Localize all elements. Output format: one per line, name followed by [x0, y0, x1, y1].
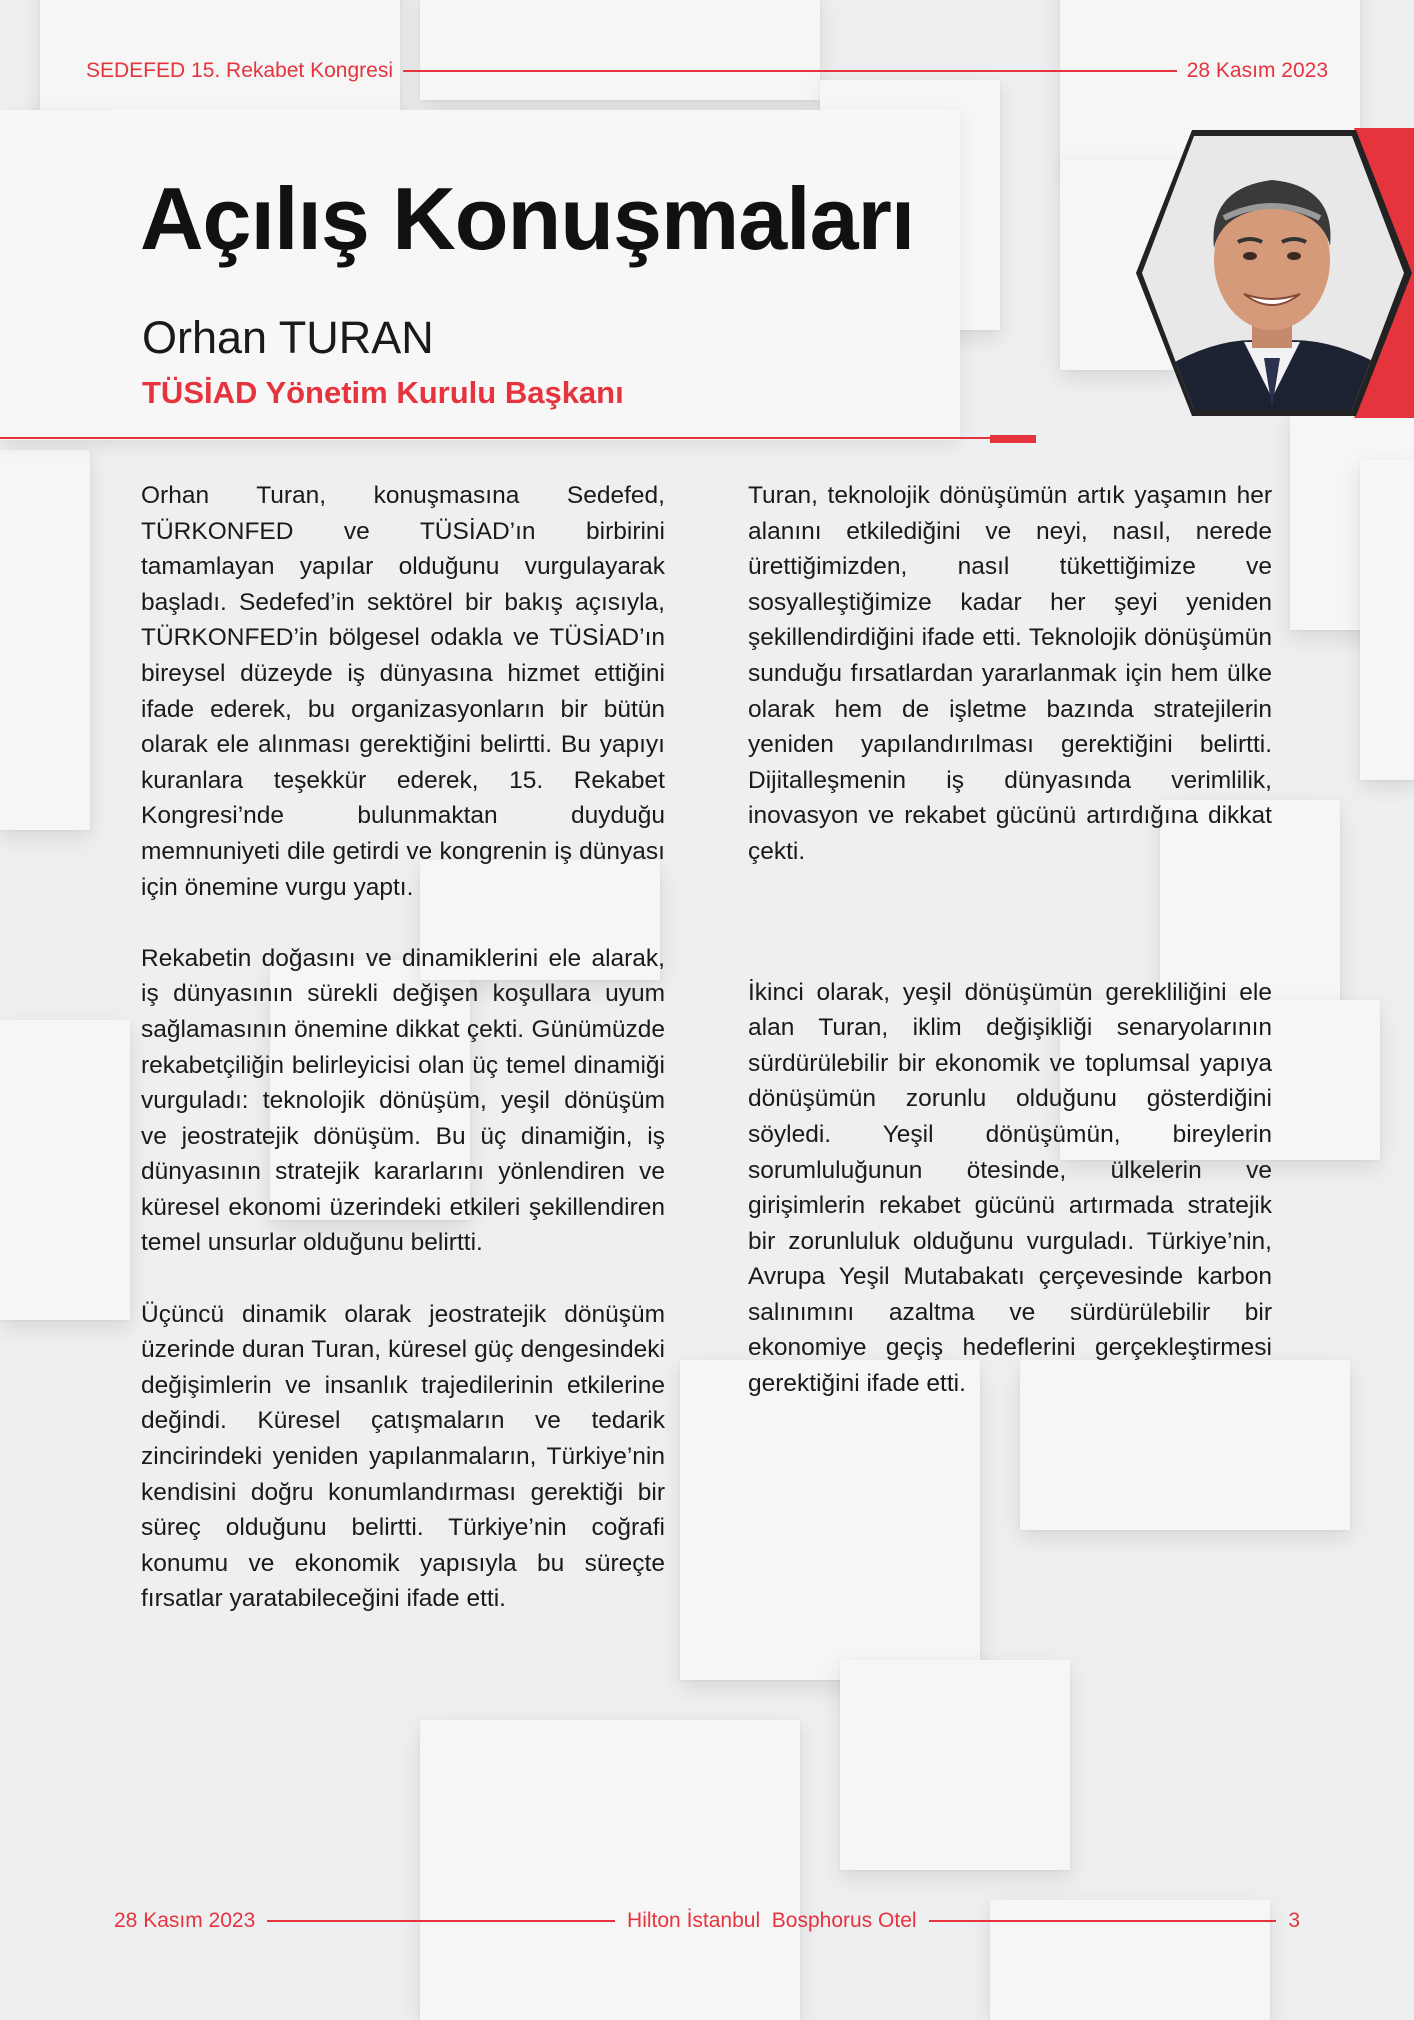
page-number: 3: [1288, 1909, 1301, 1932]
title-divider-accent: [990, 435, 1036, 443]
header-rule: [403, 70, 1177, 72]
speaker-name: Orhan TURAN: [142, 312, 434, 363]
paragraph: Üçüncü dinamik olarak jeostratejik dönüşüm üzerinde duran Turan, küresel güç dengesindeki değişimlerin ve insanlık trajedilerinin etkilerine değindi. Küresel çatışmaların ve tedarik zincirindeki yeniden yapılanmaların, Türkiye’nin kendisini doğru konumlandırması gerektiği bir süreç olduğunu belirtti. Türkiye’nin coğrafi konumu ve ekonomik yapısıyla bu süreçte fırsatlar yaratabileceğini ifade etti.: [141, 1300, 665, 1613]
footer-rule: [929, 1920, 1277, 1922]
header-event: SEDEFED 15. Rekabet Kongresi: [86, 59, 393, 82]
header-date: 28 Kasım 2023: [1186, 59, 1328, 82]
body-column-right: [748, 478, 1272, 1437]
footer-venue: Hilton İstanbul Bosphorus Otel: [627, 1909, 917, 1932]
body-column-left: [141, 478, 665, 1653]
paragraph: Rekabetin doğasını ve dinamiklerini ele alarak, iş dünyasının sürekli değişen koşullara uyum sağlamasının önemine dikkat çekti. Günümüzde rekabetçiliğin belirleyicisi olan üç temel dinamiği vurguladı: teknolojik dönüşüm, yeşil dönüşüm ve jeostratejik dönüşüm. Bu üç dinamiğin, iş dünyasının stratejik kararlarını yönlendiren ve küresel ekonomi üzerindeki etkileri şekillendiren temel unsurlar olduğunu belirtti.: [141, 944, 665, 1257]
footer-date: 28 Kasım 2023: [114, 1909, 256, 1932]
page-header: [86, 56, 1328, 86]
page-footer: [114, 1906, 1300, 1936]
paragraph: Orhan Turan, konuşmasına Sedefed, TÜRKONFED ve TÜSİAD’ın birbirini tamamlayan yapılar olduğunu vurgulayarak başladı. Sedefed’in sektörel bir bakış açısıyla, TÜRKONFED’in bölgesel odakla ve TÜSİAD’ın bireysel düzeyde iş dünyasına hizmet ettiğini ifade ederek, bu organizasyonların bir bütün olarak ele alınması gerektiğini belirtti. Bu yapıyı kuranlara teşekkür ederek, 15. Rekabet Kongresi’nde bulunmaktan duyduğu memnuniyeti dile getirdi ve kongrenin iş dünyası için önemine vurgu yaptı.: [141, 482, 665, 901]
title-divider: [0, 437, 1036, 439]
paragraph: Turan, teknolojik dönüşümün artık yaşamın her alanını etkilediğini ve neyi, nasıl, nerede ürettiğimizden, nasıl tükettiğimize ve sosyalleştiğimize kadar her şeyi yeniden şekillendirdiğini ifade etti. Teknolojik dönüşümün sunduğu fırsatlardan yararlanmak için hem ülke olarak hem de işletme bazında stratejilerin yeniden yapılandırılması gerektiğini belirtti. Dijitalleşmenin iş dünyasında verimlilik, inovasyon ve rekabet gücünü artırdığına dikkat çekti.: [748, 482, 1272, 865]
footer-rule: [267, 1920, 615, 1922]
speaker-role: TÜSİAD Yönetim Kurulu Başkanı: [142, 375, 624, 410]
speaker-portrait: [1104, 128, 1414, 418]
page-title: Açılış Konuşmaları: [140, 169, 915, 268]
paragraph: İkinci olarak, yeşil dönüşümün gerekliliğini ele alan Turan, iklim değişikliği senaryolarının sürdürülebilir bir ekonomik ve toplumsal yapıya dönüşümün zorunlu olduğunu gösterdiğini söyledi. Yeşil dönüşümün, bireylerin sorumluluğunun ötesinde, ülkelerin ve girişimlerin rekabet gücünü artırmada stratejik bir zorunluluk olduğunu vurguladı. Türkiye’nin, Avrupa Yeşil Mutabakatı çerçevesinde karbon salınımını azaltma ve sürdürülebilir bir ekonomiye geçiş hedeflerini gerçekleştirmesi gerektiğini ifade etti.: [748, 978, 1272, 1398]
